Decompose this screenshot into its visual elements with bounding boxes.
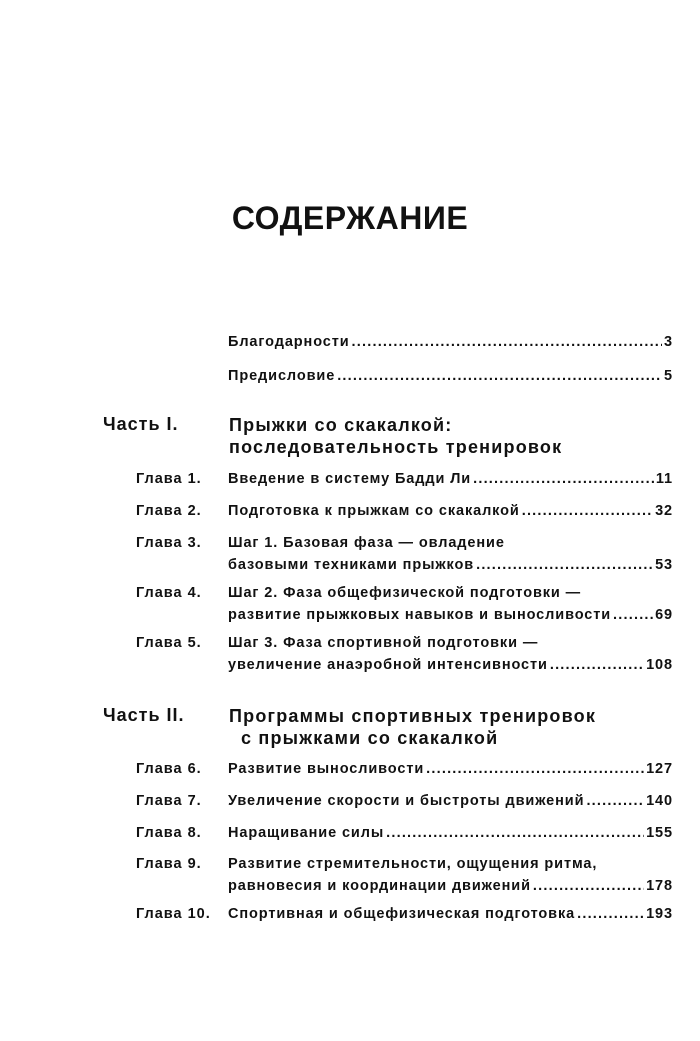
leader-dots	[386, 822, 644, 844]
toc-entry-acknowledgements	[228, 331, 673, 353]
part-title	[229, 414, 562, 458]
entry-title: Шаг 3. Фаза спортивной подготовки —	[228, 635, 539, 651]
toc-entry-chapter	[228, 500, 673, 522]
part-title-line: с прыжками со скакалкой	[241, 728, 499, 748]
page-number: 155	[646, 825, 673, 841]
entry-title: Увеличение скорости и быстроты движений	[228, 793, 585, 809]
entry-title: Введение в систему Бадди Ли	[228, 471, 472, 487]
page-number: 3	[664, 334, 673, 350]
chapter-label: Глава 2.	[136, 503, 202, 519]
chapter-label: Глава 7.	[136, 793, 202, 809]
page-number: 193	[646, 906, 673, 922]
chapter-label: Глава 8.	[136, 825, 202, 841]
page-number: 108	[646, 657, 673, 673]
part-title	[229, 705, 596, 749]
chapter-label: Глава 1.	[136, 471, 202, 487]
leader-dots	[550, 654, 644, 676]
toc-entry-preface	[228, 365, 673, 387]
leader-dots	[352, 331, 662, 353]
leader-dots	[613, 604, 653, 626]
leader-dots	[577, 903, 644, 925]
entry-title: базовыми техниками прыжков	[228, 557, 475, 573]
page-number: 53	[655, 557, 673, 573]
chapter-label: Глава 9.	[136, 856, 202, 872]
entry-title: увеличение анаэробной интенсивности	[228, 657, 548, 673]
part-title-line: Программы спортивных тренировок	[229, 706, 597, 726]
chapter-label: Глава 10.	[136, 906, 211, 922]
entry-title: Предисловие	[228, 368, 336, 384]
chapter-label: Глава 4.	[136, 585, 202, 601]
chapter-label: Глава 3.	[136, 535, 202, 551]
leader-dots	[533, 875, 644, 897]
part-label: Часть II.	[103, 705, 185, 725]
toc-entry-chapter	[228, 532, 673, 576]
toc-entry-chapter	[228, 853, 673, 897]
page-number: 127	[646, 761, 673, 777]
chapter-label: Глава 5.	[136, 635, 202, 651]
leader-dots	[476, 554, 653, 576]
leader-dots	[426, 758, 644, 780]
page-number: 140	[646, 793, 673, 809]
page-number: 32	[655, 503, 673, 519]
leader-dots	[522, 500, 653, 522]
entry-title: Спортивная и общефизическая подготовка	[228, 906, 576, 922]
entry-title: Развитие выносливости	[228, 761, 425, 777]
part-title-line: последовательность тренировок	[229, 437, 563, 457]
page-number: 11	[655, 471, 673, 487]
entry-title: Шаг 1. Базовая фаза — овладение	[228, 535, 505, 551]
entry-title: равновесия и координации движений	[228, 878, 531, 894]
entry-title: развитие прыжковых навыков и выносливости	[228, 607, 612, 623]
toc-entry-chapter	[228, 758, 673, 780]
leader-dots	[473, 468, 654, 490]
entry-title: Благодарности	[228, 334, 350, 350]
entry-title: Развитие стремительности, ощущения ритма,	[228, 856, 598, 872]
page-title: СОДЕРЖАНИЕ	[231, 200, 469, 236]
entry-title: Шаг 2. Фаза общефизической подготовки —	[228, 585, 582, 601]
toc-entry-chapter	[228, 582, 673, 626]
entry-title: Подготовка к прыжкам со скакалкой	[228, 503, 520, 519]
toc-entry-chapter	[228, 822, 673, 844]
entry-title: Наращивание силы	[228, 825, 385, 841]
toc-entry-chapter	[228, 632, 673, 676]
toc-entry-chapter	[228, 903, 673, 925]
part-label: Часть I.	[103, 414, 179, 434]
page-number: 69	[655, 607, 673, 623]
leader-dots	[586, 790, 644, 812]
chapter-label: Глава 6.	[136, 761, 202, 777]
page-number: 178	[646, 878, 673, 894]
page-number: 5	[664, 368, 673, 384]
toc-entry-chapter	[228, 790, 673, 812]
part-title-line: Прыжки со скакалкой:	[229, 415, 453, 435]
leader-dots	[337, 365, 662, 387]
toc-entry-chapter	[228, 468, 673, 490]
